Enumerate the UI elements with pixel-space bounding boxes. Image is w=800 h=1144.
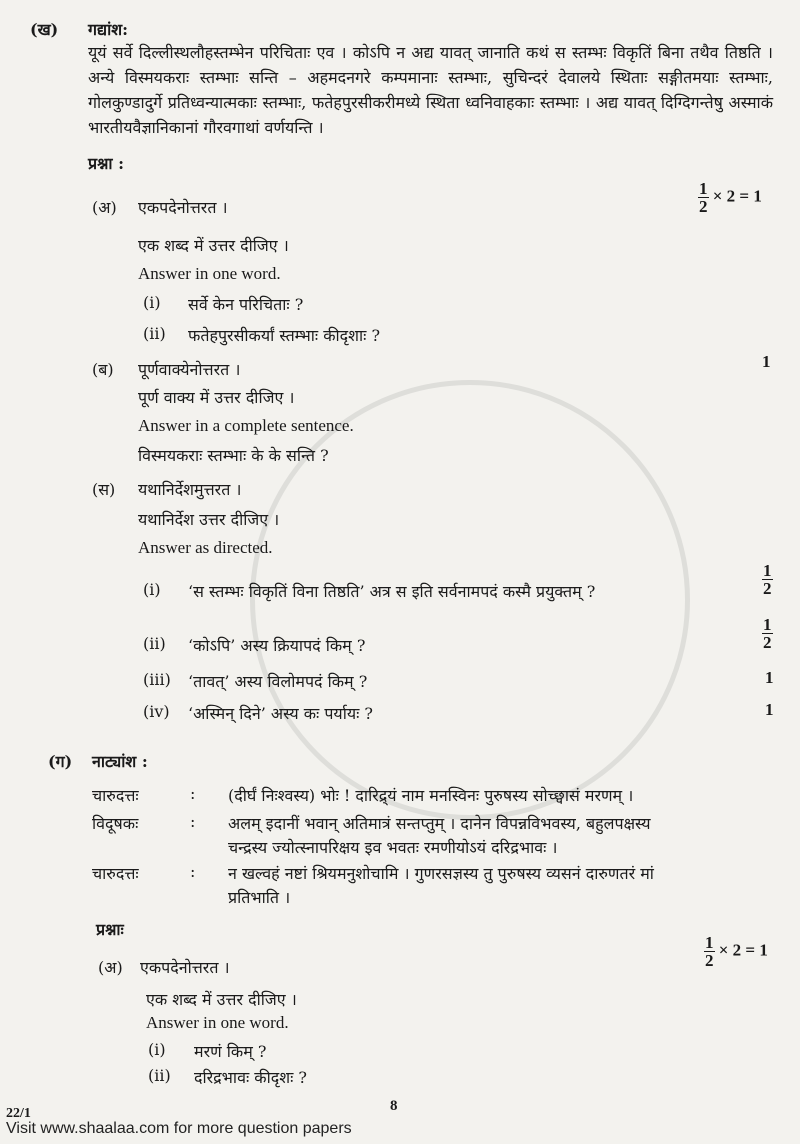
question-s-hindi: यथानिर्देश उत्तर दीजिए ।: [138, 510, 280, 529]
question-s-item-label: (iv): [143, 702, 170, 721]
question-s-english: Answer as directed.: [138, 538, 273, 557]
dialogue-line: अलम् इदानीं भवान् अतिमात्रं सन्तप्तुम् । दानेन विपन्नविभवस्य, बहुलपक्षस्य: [228, 814, 651, 833]
dialogue-speaker: चारुदत्तः: [92, 864, 139, 883]
natyansh-heading: नाट्यांश :: [92, 752, 148, 771]
mark-numerator: 1: [763, 615, 772, 634]
natyansh-question-a-item-text: मरणं किम् ?: [194, 1042, 267, 1061]
page-number: 8: [390, 1098, 398, 1114]
question-b-hindi: पूर्ण वाक्य में उत्तर दीजिए ।: [138, 388, 295, 407]
section-label-ga: (ग): [48, 752, 73, 771]
question-a-hindi: एक शब्द में उत्तर दीजिए ।: [138, 236, 289, 255]
question-s-item-mark: 1: [765, 700, 774, 719]
footer-link-text[interactable]: [6, 1120, 352, 1138]
dialogue-separator: :: [190, 862, 196, 881]
question-s-item-mark: [762, 562, 773, 597]
natyansh-question-a-item-text: दरिद्रभावः कीदृशः ?: [194, 1068, 307, 1087]
dialogue-line: न खल्वहं नष्टां श्रियमनुशोचामि । गुणरसज्ञस्य तु पुरुषस्य व्यसनं दारुणतरं मां: [228, 864, 654, 883]
question-s-item-text: ‘अस्मिन् दिने’ अस्य कः पर्यायः ?: [188, 704, 374, 723]
prashna-heading: प्रश्ना :: [88, 154, 125, 173]
question-s-item-text: ‘कोऽपि’ अस्य क्रियापदं किम् ?: [188, 636, 366, 655]
natyansh-question-a-item-label: (ii): [148, 1066, 171, 1085]
mark-numerator: 1: [705, 933, 714, 952]
mark-numerator: 1: [699, 179, 708, 198]
dialogue-line: (दीर्घं निःश्वस्य) भोः ! दारिद्र्यं नाम मनस्विनः पुरुषस्य सोच्छ्वासं मरणम् ।: [228, 786, 634, 805]
paper-code: 22/1: [6, 1106, 31, 1121]
question-a-text: एकपदेनोत्तरत ।: [138, 198, 228, 217]
mark-denominator: 2: [763, 579, 772, 598]
mark-numerator: 1: [763, 561, 772, 580]
section-label-kha: (ख): [30, 20, 59, 39]
question-a-item-label: (i): [143, 293, 161, 312]
dialogue-line: चन्द्रस्य ज्योत्स्नापरिक्षय इव भवतः रमणीयोऽयं दरिद्रभावः ।: [228, 838, 558, 857]
question-b-mark: 1: [762, 352, 771, 371]
mark-denominator: 2: [705, 951, 714, 970]
dialogue-speaker: विदूषकः: [92, 814, 139, 833]
question-a-item-text: सर्वे केन परिचिताः ?: [188, 295, 304, 314]
natyansh-prashna-heading: प्रश्नाः: [96, 920, 124, 939]
natyansh-question-a-marks: [704, 934, 768, 969]
dialogue-separator: :: [190, 812, 196, 831]
mark-rest: × 2 = 1: [718, 940, 768, 960]
natyansh-question-a-hindi: एक शब्द में उत्तर दीजिए ।: [146, 990, 297, 1009]
natyansh-question-a-label: (अ): [98, 958, 123, 977]
question-s-label: (स): [92, 480, 116, 499]
mark-denominator: 2: [763, 633, 772, 652]
question-a-label: (अ): [92, 198, 117, 217]
question-b-question: विस्मयकराः स्तम्भाः के के सन्ति ?: [138, 446, 329, 465]
question-b-text: पूर्णवाक्येनोत्तरत ।: [138, 360, 241, 379]
dialogue-separator: :: [190, 784, 196, 803]
question-s-item-label: (ii): [143, 634, 166, 653]
mark-rest: × 2 = 1: [712, 186, 762, 206]
mark-denominator: 2: [699, 197, 708, 216]
dialogue-line: प्रतिभाति ।: [228, 888, 291, 907]
question-s-item-label: (i): [143, 580, 161, 599]
question-a-english: Answer in one word.: [138, 264, 281, 283]
question-a-item-text: फतेहपुरसीकर्यां स्तम्भाः कीदृशाः ?: [188, 326, 381, 345]
footer-link[interactable]: Visit www.shaalaa.com for more question papers: [6, 1120, 352, 1137]
gadyansh-heading: गद्यांश:: [88, 20, 129, 39]
question-s-item-mark: 1: [765, 668, 774, 687]
natyansh-question-a-text: एकपदेनोत्तरत ।: [140, 958, 230, 977]
question-s-item-text: ‘स स्तम्भः विकृतिं विना तिष्ठति’ अत्र स इति सर्वनामपदं कस्मै प्रयुक्तम् ?: [188, 582, 596, 601]
dialogue-speaker: चारुदत्तः: [92, 786, 139, 805]
question-s-item-mark: [762, 616, 773, 651]
question-a-marks: [698, 180, 762, 215]
question-s-item-text: ‘तावत्’ अस्य विलोमपदं किम् ?: [188, 672, 368, 691]
question-s-item-label: (iii): [143, 670, 171, 689]
question-s-text: यथानिर्देशमुत्तरत ।: [138, 480, 242, 499]
natyansh-question-a-english: Answer in one word.: [146, 1013, 289, 1032]
gadyansh-passage: यूयं सर्वे दिल्लीस्थलौहस्तम्भेन परिचिताः एव । कोऽपि न अद्य यावत् जानाति कथं स स्तम्भः विकृतिं बिना तथैव तिष्ठति । अन्ये विस्मयकराः स्तम्भाः सन्ति – अहमदनगरे कम्पमानाः स्तम्भाः, सुचिन्दरं देवालये स्थिताः सङ्गीतमयाः स्तम्भाः, गोलकुण्डादुर्गे प्रतिध्वन्यात्मकाः स्तम्भाः, फतेहपुरसीकरीमध्ये स्थिता ध्वनिवाहकाः स्तम्भाः । अद्य यावत् दिग्दिगन्तेषु अस्माकं भारतीयवैज्ञानिकानां गौरवगाथां वर्णयन्ति ।: [88, 43, 773, 137]
natyansh-question-a-item-label: (i): [148, 1040, 166, 1059]
question-b-label: (ब): [92, 360, 114, 379]
question-a-item-label: (ii): [143, 324, 166, 343]
question-b-english: Answer in a complete sentence.: [138, 416, 354, 435]
